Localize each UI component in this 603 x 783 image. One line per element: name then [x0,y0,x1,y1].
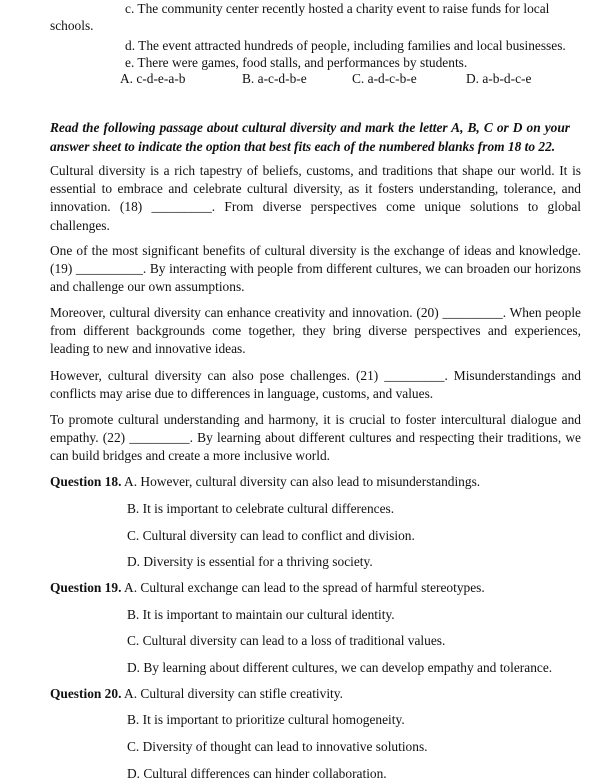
choice-d: D. a-b-d-c-e [466,71,532,86]
item-c-line2: schools. [50,18,94,33]
choice-c: C. a-d-c-b-e [352,71,417,86]
arrangement-choices [120,70,580,87]
question-option: D. Diversity is essential for a thriving society. [127,554,373,569]
passage-paragraph-3: Moreover, cultural diversity can enhance creativity and innovation. (20) _________. When people from different backgrounds come together, they bring diverse perspectives and experiences, leading to new and innovative ideas. [50,305,581,357]
item-c-line1: c. The community center recently hosted a charity event to raise funds for local [125,1,550,16]
question-option: C. Diversity of thought can lead to innovative solutions. [127,739,428,754]
question-option: B. It is important to maintain our cultural identity. [127,607,395,622]
question-option: A. Cultural exchange can lead to the spread of harmful stereotypes. [124,580,485,595]
question-option: B. It is important to celebrate cultural differences. [127,501,395,516]
question-19 [50,579,485,596]
question-label: Question 19. [50,580,122,595]
question-20 [50,685,343,702]
passage-paragraph-1: Cultural diversity is a rich tapestry of beliefs, customs, and traditions that shape our world. It is essential to embrace and celebrate cultural diversity, as it fosters understanding, tolerance, and innovation. (18) _________. From diverse perspectives come unique solutions to global challenges. [50,163,581,233]
choice-a: A. c-d-e-a-b [120,71,186,86]
question-option: D. By learning about different cultures, we can develop empathy and tolerance. [127,660,553,675]
passage-paragraph-4: However, cultural diversity can also pose challenges. (21) _________. Misunderstandings and conflicts may arise due to differences in language, customs, and values. [50,368,581,402]
question-option: A. However, cultural diversity can also lead to misunderstandings. [124,474,481,489]
question-option: B. It is important to prioritize cultural homogeneity. [127,712,405,727]
question-option: C. Cultural diversity can lead to a loss of traditional values. [127,633,446,648]
question-label: Question 20. [50,686,122,701]
instruction: Read the following passage about cultural diversity and mark the letter A, B, C or D on your answer sheet to indicate the option that best fits each of the numbered blanks from 18 to 22. [50,120,570,154]
passage-paragraph-5: To promote cultural understanding and harmony, it is crucial to foster intercultural dialogue and empathy. (22) _________. By learning about different cultures and respecting their traditions, we can build bridges and create a more inclusive world. [50,412,581,464]
passage-paragraph-2: One of the most significant benefits of cultural diversity is the exchange of ideas and knowledge. (19) __________. By interacting with people from different cultures, we can broaden our horizons and challenge our own assumptions. [50,243,581,295]
item-d: d. The event attracted hundreds of people, including families and local businesses. [125,38,566,53]
item-e: e. There were games, food stalls, and performances by students. [125,55,468,70]
question-option: A. Cultural diversity can stifle creativity. [124,686,343,701]
question-option: D. Cultural differences can hinder collaboration. [127,766,387,781]
question-18 [50,473,480,490]
question-label: Question 18. [50,474,122,489]
choice-b: B. a-c-d-b-e [242,71,307,86]
question-option: C. Cultural diversity can lead to conflict and division. [127,528,415,543]
